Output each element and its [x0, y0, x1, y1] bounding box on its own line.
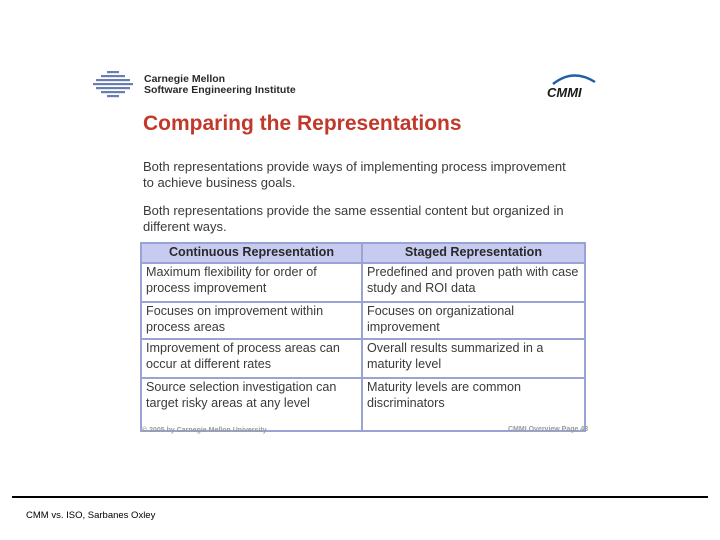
org-line1: Carnegie Mellon — [144, 73, 226, 85]
table-cell: Improvement of process areas can occur at different rates — [141, 339, 362, 378]
table-row — [141, 378, 585, 431]
presentation-footer: CMM vs. ISO, Sarbanes Oxley — [26, 510, 156, 521]
header-staged: Staged Representation — [362, 243, 585, 263]
table-header-row — [141, 243, 585, 263]
table-row — [141, 339, 585, 378]
table-cell: Focuses on improvement within process areas — [141, 302, 362, 339]
header-continuous: Continuous Representation — [141, 243, 362, 263]
copyright-text: © 2005 by Carnegie Mellon University — [142, 427, 267, 434]
table-row — [141, 263, 585, 302]
comparison-table — [140, 242, 589, 433]
sei-globe-logo-icon — [93, 70, 133, 100]
slide-title: Comparing the Representations — [143, 112, 462, 135]
cmmi-logo-icon — [545, 72, 601, 102]
footer-divider — [12, 496, 708, 498]
page-reference: CMMI Overview Page 43 — [508, 426, 589, 433]
paragraph-2: Both representations provide the same essential content but organized in different ways. — [143, 203, 564, 234]
table-cell: Source selection investigation can target risky areas at any level — [141, 378, 362, 431]
paragraph-1: Both representations provide ways of implementing process improvement to achieve business goals. — [143, 159, 566, 190]
table-cell: Maturity levels are common discriminators — [362, 378, 585, 431]
table-cell: Predefined and proven path with case study and ROI data — [362, 263, 585, 302]
table-cell: Focuses on organizational improvement — [362, 302, 585, 339]
table-cell: Overall results summarized in a maturity level — [362, 339, 585, 378]
table-cell: Maximum flexibility for order of process improvement — [141, 263, 362, 302]
table-row — [141, 302, 585, 339]
org-line2: Software Engineering Institute — [144, 84, 296, 96]
sei-wordmark — [144, 74, 296, 96]
cmmi-logo-text: CMMI — [547, 85, 582, 100]
